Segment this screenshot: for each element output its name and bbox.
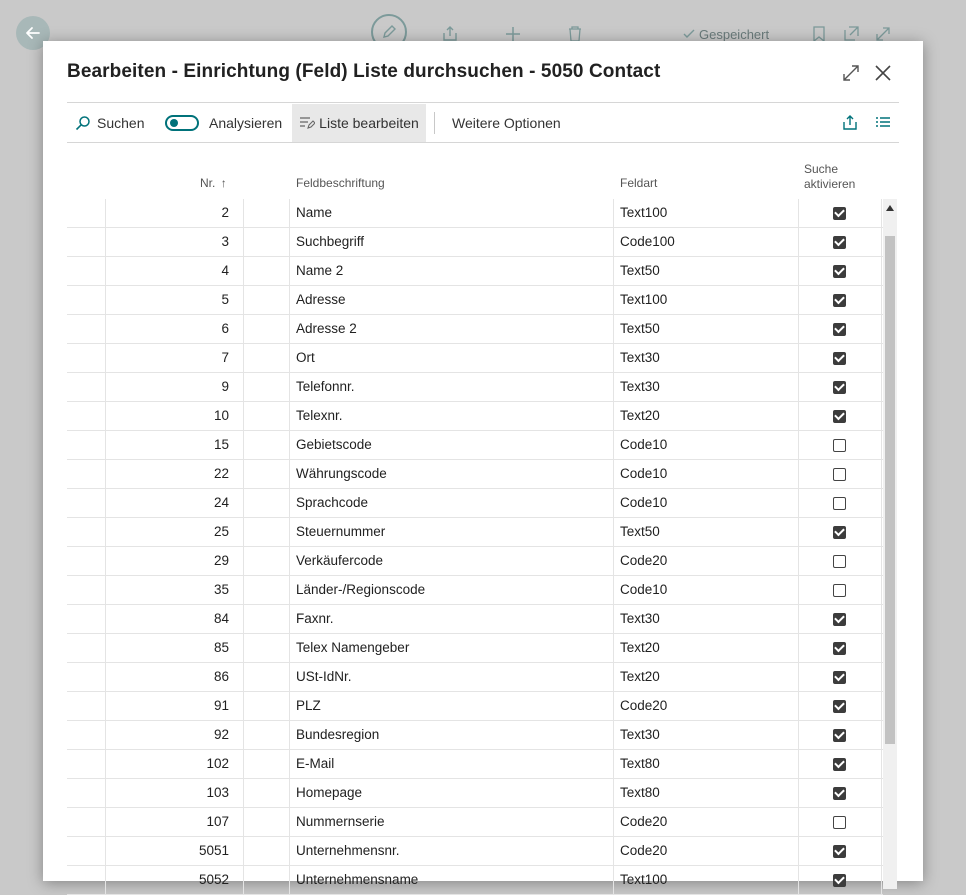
table-row[interactable] bbox=[67, 286, 883, 315]
search-active-checkbox[interactable] bbox=[833, 845, 846, 858]
cell-type[interactable]: Code10 bbox=[620, 495, 668, 510]
cell-search-active bbox=[833, 315, 847, 343]
cell-nr[interactable]: 29 bbox=[213, 553, 229, 568]
cell-border bbox=[289, 228, 290, 256]
cell-search-active bbox=[833, 576, 847, 604]
cell-type[interactable]: Text100 bbox=[620, 205, 668, 220]
table-row[interactable] bbox=[67, 315, 883, 344]
table-row[interactable] bbox=[67, 750, 883, 779]
cell-border bbox=[105, 692, 106, 720]
action-bar bbox=[67, 104, 899, 142]
cell-search-active bbox=[833, 373, 847, 401]
cell-search-active bbox=[833, 750, 847, 778]
cell-border bbox=[881, 228, 882, 256]
cell-nr[interactable]: 2 bbox=[221, 205, 229, 220]
cell-border bbox=[881, 460, 882, 488]
cell-caption[interactable]: Adresse 2 bbox=[296, 321, 357, 336]
search-icon bbox=[75, 115, 91, 131]
cell-search-active bbox=[833, 431, 847, 459]
cell-nr[interactable]: 10 bbox=[213, 408, 229, 423]
cell-border bbox=[105, 518, 106, 546]
cell-nr[interactable]: 25 bbox=[213, 524, 229, 539]
search-active-checkbox[interactable] bbox=[833, 729, 846, 742]
cell-search-active bbox=[833, 518, 847, 546]
search-button[interactable] bbox=[75, 104, 144, 142]
cell-border bbox=[105, 257, 106, 285]
cell-type[interactable]: Code20 bbox=[620, 843, 668, 858]
cell-border bbox=[289, 808, 290, 836]
cell-search-active bbox=[833, 228, 847, 256]
cell-border bbox=[289, 721, 290, 749]
column-header-nr-label: Nr. bbox=[200, 176, 216, 190]
cell-border bbox=[289, 315, 290, 343]
cell-border bbox=[105, 721, 106, 749]
table-row[interactable] bbox=[67, 605, 883, 634]
search-active-checkbox[interactable] bbox=[833, 584, 846, 597]
cell-border bbox=[289, 286, 290, 314]
cell-border bbox=[243, 344, 244, 372]
cell-type[interactable]: Text20 bbox=[620, 640, 660, 655]
cell-caption[interactable]: Name 2 bbox=[296, 263, 344, 278]
cell-border bbox=[243, 518, 244, 546]
list-view-button[interactable] bbox=[875, 104, 891, 142]
cell-border bbox=[881, 547, 882, 575]
cell-caption[interactable]: Nummernserie bbox=[296, 814, 385, 829]
cell-border bbox=[243, 489, 244, 517]
cell-type[interactable]: Text80 bbox=[620, 785, 660, 800]
cell-border bbox=[289, 663, 290, 691]
table-row[interactable] bbox=[67, 837, 883, 866]
cell-border bbox=[105, 605, 106, 633]
cell-border bbox=[243, 402, 244, 430]
cell-nr[interactable]: 3 bbox=[221, 234, 229, 249]
cell-border bbox=[105, 779, 106, 807]
share-icon bbox=[841, 114, 859, 132]
search-label: Suchen bbox=[97, 115, 145, 131]
cell-border bbox=[881, 431, 882, 459]
cell-nr[interactable]: 7 bbox=[221, 350, 229, 365]
cell-border bbox=[105, 489, 106, 517]
cell-caption[interactable]: Verkäufercode bbox=[296, 553, 384, 568]
divider bbox=[67, 142, 899, 143]
cell-caption[interactable]: Unternehmensname bbox=[296, 872, 419, 887]
cell-nr[interactable]: 107 bbox=[206, 814, 229, 829]
cell-border bbox=[881, 808, 882, 836]
search-active-checkbox[interactable] bbox=[833, 613, 846, 626]
cell-border bbox=[243, 199, 244, 227]
cell-border bbox=[243, 866, 244, 894]
cell-border bbox=[289, 402, 290, 430]
column-header-nr[interactable] bbox=[200, 176, 227, 190]
table-row[interactable] bbox=[67, 866, 883, 895]
cell-search-active bbox=[833, 721, 847, 749]
check-icon bbox=[682, 27, 696, 41]
cell-type[interactable]: Text30 bbox=[620, 727, 660, 742]
cell-nr[interactable]: 24 bbox=[213, 495, 229, 510]
table-row[interactable] bbox=[67, 779, 883, 808]
cell-type[interactable]: Code20 bbox=[620, 814, 668, 829]
cell-nr[interactable]: 35 bbox=[213, 582, 229, 597]
cell-border bbox=[289, 750, 290, 778]
saved-status-label: Gespeichert bbox=[699, 26, 770, 42]
search-active-checkbox[interactable] bbox=[833, 439, 846, 452]
cell-search-active bbox=[833, 779, 847, 807]
cell-search-active bbox=[833, 402, 847, 430]
cell-border bbox=[881, 286, 882, 314]
cell-search-active bbox=[833, 692, 847, 720]
cell-caption[interactable]: Währungscode bbox=[296, 466, 387, 481]
cell-search-active bbox=[833, 344, 847, 372]
cell-border bbox=[243, 663, 244, 691]
search-active-checkbox[interactable] bbox=[833, 816, 846, 829]
cell-caption[interactable]: Adresse bbox=[296, 292, 346, 307]
search-active-checkbox[interactable] bbox=[833, 410, 846, 423]
cell-search-active bbox=[833, 837, 847, 865]
cell-nr[interactable]: 85 bbox=[213, 640, 229, 655]
cell-border bbox=[243, 721, 244, 749]
cell-border bbox=[105, 315, 106, 343]
toolbar-divider bbox=[434, 112, 435, 134]
cell-type[interactable]: Code10 bbox=[620, 437, 668, 452]
cell-border bbox=[881, 373, 882, 401]
column-header-search-line1: Suche bbox=[804, 162, 839, 176]
cell-border bbox=[105, 373, 106, 401]
cell-nr[interactable]: 102 bbox=[206, 756, 229, 771]
search-active-checkbox[interactable] bbox=[833, 874, 846, 887]
cell-border bbox=[881, 518, 882, 546]
cell-type[interactable]: Text100 bbox=[620, 292, 668, 307]
cell-type[interactable]: Text20 bbox=[620, 669, 660, 684]
cell-type[interactable]: Code10 bbox=[620, 466, 668, 481]
search-active-checkbox[interactable] bbox=[833, 323, 846, 336]
cell-border bbox=[881, 402, 882, 430]
cell-border bbox=[105, 547, 106, 575]
close-dialog-button[interactable] bbox=[871, 61, 895, 85]
cell-border bbox=[105, 431, 106, 459]
fields-table bbox=[67, 199, 883, 895]
cell-caption[interactable]: Bundesregion bbox=[296, 727, 380, 742]
cell-type[interactable]: Text80 bbox=[620, 756, 660, 771]
search-active-checkbox[interactable] bbox=[833, 265, 846, 278]
cell-nr[interactable]: 84 bbox=[213, 611, 229, 626]
pencil-icon bbox=[381, 24, 397, 40]
cell-type[interactable]: Code20 bbox=[620, 698, 668, 713]
cell-border bbox=[105, 286, 106, 314]
expand-icon bbox=[842, 64, 860, 82]
search-active-checkbox[interactable] bbox=[833, 526, 846, 539]
cell-border bbox=[881, 315, 882, 343]
search-active-checkbox[interactable] bbox=[833, 671, 846, 684]
expand-dialog-button[interactable] bbox=[839, 61, 863, 85]
cell-type[interactable]: Text50 bbox=[620, 263, 660, 278]
cell-border bbox=[243, 431, 244, 459]
cell-border bbox=[881, 257, 882, 285]
arrow-left-icon bbox=[24, 24, 42, 42]
search-active-checkbox[interactable] bbox=[833, 758, 846, 771]
cell-type[interactable]: Code10 bbox=[620, 582, 668, 597]
table-row[interactable] bbox=[67, 431, 883, 460]
cell-type[interactable]: Text20 bbox=[620, 408, 660, 423]
scrollbar-thumb[interactable] bbox=[885, 236, 895, 744]
cell-border bbox=[105, 866, 106, 894]
cell-border bbox=[243, 373, 244, 401]
close-icon bbox=[874, 64, 892, 82]
table-row[interactable] bbox=[67, 373, 883, 402]
search-active-checkbox[interactable] bbox=[833, 497, 846, 510]
table-row[interactable] bbox=[67, 344, 883, 373]
cell-border bbox=[105, 808, 106, 836]
scroll-up-button[interactable] bbox=[885, 201, 895, 215]
cell-border bbox=[881, 721, 882, 749]
cell-caption[interactable]: Telexnr. bbox=[296, 408, 343, 423]
cell-border bbox=[289, 431, 290, 459]
search-active-checkbox[interactable] bbox=[833, 468, 846, 481]
table-row[interactable] bbox=[67, 489, 883, 518]
cell-caption[interactable]: USt-IdNr. bbox=[296, 669, 352, 684]
cell-border bbox=[881, 866, 882, 894]
cell-border bbox=[105, 460, 106, 488]
cell-type[interactable]: Text50 bbox=[620, 321, 660, 336]
cell-search-active bbox=[833, 257, 847, 285]
table-row[interactable] bbox=[67, 547, 883, 576]
list-icon bbox=[875, 116, 891, 130]
cell-type[interactable]: Code100 bbox=[620, 234, 675, 249]
edit-list-button[interactable] bbox=[292, 104, 426, 142]
cell-border bbox=[243, 547, 244, 575]
cell-search-active bbox=[833, 663, 847, 691]
cell-nr[interactable]: 92 bbox=[213, 727, 229, 742]
cell-border bbox=[105, 344, 106, 372]
cell-nr[interactable]: 5052 bbox=[198, 872, 229, 887]
cell-border bbox=[881, 344, 882, 372]
search-active-checkbox[interactable] bbox=[833, 381, 846, 394]
triangle-up-icon bbox=[886, 205, 894, 211]
cell-type[interactable]: Text30 bbox=[620, 611, 660, 626]
cell-type[interactable]: Text100 bbox=[620, 872, 668, 887]
table-row[interactable] bbox=[67, 634, 883, 663]
cell-border bbox=[289, 199, 290, 227]
cell-border bbox=[289, 576, 290, 604]
more-options-label: Weitere Optionen bbox=[452, 115, 561, 131]
cell-border bbox=[289, 489, 290, 517]
search-active-checkbox[interactable] bbox=[833, 236, 846, 249]
cell-border bbox=[105, 663, 106, 691]
cell-border bbox=[289, 518, 290, 546]
cell-border bbox=[243, 692, 244, 720]
cell-caption[interactable]: Telex Namengeber bbox=[296, 640, 410, 655]
cell-search-active bbox=[833, 460, 847, 488]
table-row[interactable] bbox=[67, 228, 883, 257]
table-row[interactable] bbox=[67, 460, 883, 489]
search-active-checkbox[interactable] bbox=[833, 642, 846, 655]
cell-border bbox=[289, 866, 290, 894]
search-active-checkbox[interactable] bbox=[833, 294, 846, 307]
table-row[interactable] bbox=[67, 199, 883, 228]
column-header-search[interactable] bbox=[804, 162, 855, 192]
cell-nr[interactable]: 9 bbox=[221, 379, 229, 394]
cell-search-active bbox=[833, 547, 847, 575]
cell-border bbox=[243, 286, 244, 314]
cell-search-active bbox=[833, 808, 847, 836]
cell-border bbox=[289, 779, 290, 807]
cell-search-active bbox=[833, 605, 847, 633]
cell-border bbox=[105, 228, 106, 256]
cell-caption[interactable]: Ort bbox=[296, 350, 315, 365]
cell-nr[interactable]: 15 bbox=[213, 437, 229, 452]
edit-list-icon bbox=[299, 116, 315, 130]
cell-nr[interactable]: 91 bbox=[213, 698, 229, 713]
column-header-caption[interactable]: Feldbeschriftung bbox=[296, 176, 385, 190]
cell-caption[interactable]: PLZ bbox=[296, 698, 321, 713]
cell-border bbox=[243, 779, 244, 807]
dialog-title: Bearbeiten - Einrichtung (Feld) Liste durchsuchen - 5050 Contact bbox=[67, 61, 661, 82]
cell-border bbox=[243, 750, 244, 778]
cell-caption[interactable]: Länder-/Regionscode bbox=[296, 582, 426, 597]
cell-border bbox=[289, 692, 290, 720]
column-header-search-line2: aktivieren bbox=[804, 177, 856, 191]
analyze-switch[interactable] bbox=[165, 115, 199, 131]
cell-caption[interactable]: Unternehmensnr. bbox=[296, 843, 400, 858]
cell-type[interactable]: Text30 bbox=[620, 379, 660, 394]
cell-search-active bbox=[833, 199, 847, 227]
cell-border bbox=[243, 460, 244, 488]
cell-caption[interactable]: Faxnr. bbox=[296, 611, 334, 626]
divider bbox=[67, 102, 899, 103]
search-active-checkbox[interactable] bbox=[833, 787, 846, 800]
cell-caption[interactable]: Gebietscode bbox=[296, 437, 372, 452]
cell-border bbox=[243, 605, 244, 633]
cell-border bbox=[881, 837, 882, 865]
cell-border bbox=[881, 634, 882, 662]
cell-border bbox=[243, 576, 244, 604]
cell-search-active bbox=[833, 489, 847, 517]
table-header bbox=[67, 159, 883, 199]
cell-nr[interactable]: 86 bbox=[213, 669, 229, 684]
cell-border bbox=[105, 837, 106, 865]
search-active-checkbox[interactable] bbox=[833, 700, 846, 713]
share-list-button[interactable] bbox=[841, 104, 859, 142]
cell-border bbox=[289, 257, 290, 285]
table-row[interactable] bbox=[67, 518, 883, 547]
cell-border bbox=[289, 837, 290, 865]
cell-border bbox=[881, 692, 882, 720]
lookup-dialog bbox=[43, 41, 923, 887]
cell-border bbox=[243, 315, 244, 343]
analyze-label: Analysieren bbox=[209, 115, 283, 131]
search-active-checkbox[interactable] bbox=[833, 207, 846, 220]
table-row[interactable] bbox=[67, 576, 883, 605]
cell-border bbox=[105, 199, 106, 227]
cell-nr[interactable]: 5051 bbox=[198, 843, 229, 858]
cell-caption[interactable]: Steuernummer bbox=[296, 524, 386, 539]
cell-caption[interactable]: Name bbox=[296, 205, 333, 220]
cell-search-active bbox=[833, 866, 847, 894]
table-row[interactable] bbox=[67, 402, 883, 431]
cell-border bbox=[243, 634, 244, 662]
cell-type[interactable]: Text50 bbox=[620, 524, 660, 539]
cell-search-active bbox=[833, 634, 847, 662]
cell-caption[interactable]: Homepage bbox=[296, 785, 363, 800]
cell-border bbox=[105, 750, 106, 778]
cell-border bbox=[243, 808, 244, 836]
table-row[interactable] bbox=[67, 257, 883, 286]
cell-caption[interactable]: E-Mail bbox=[296, 756, 335, 771]
cell-border bbox=[289, 344, 290, 372]
cell-border bbox=[881, 199, 882, 227]
cell-caption[interactable]: Sprachcode bbox=[296, 495, 369, 510]
cell-border bbox=[105, 576, 106, 604]
edit-list-label: Liste bearbeiten bbox=[319, 115, 419, 131]
cell-type[interactable]: Code20 bbox=[620, 553, 668, 568]
cell-border bbox=[881, 605, 882, 633]
cell-border bbox=[289, 634, 290, 662]
cell-border bbox=[105, 634, 106, 662]
cell-border bbox=[289, 373, 290, 401]
cell-border bbox=[243, 257, 244, 285]
cell-nr[interactable]: 103 bbox=[206, 785, 229, 800]
cell-border bbox=[881, 779, 882, 807]
cell-search-active bbox=[833, 286, 847, 314]
cell-border bbox=[881, 750, 882, 778]
cell-border bbox=[881, 576, 882, 604]
cell-nr[interactable]: 6 bbox=[221, 321, 229, 336]
table-row[interactable] bbox=[67, 808, 883, 837]
cell-border bbox=[289, 605, 290, 633]
cell-border bbox=[881, 663, 882, 691]
column-header-type[interactable]: Feldart bbox=[620, 176, 658, 190]
cell-border bbox=[289, 547, 290, 575]
cell-type[interactable]: Text30 bbox=[620, 350, 660, 365]
table-row[interactable] bbox=[67, 663, 883, 692]
search-active-checkbox[interactable] bbox=[833, 555, 846, 568]
cell-border bbox=[243, 837, 244, 865]
more-options-button[interactable] bbox=[452, 104, 561, 142]
search-active-checkbox[interactable] bbox=[833, 352, 846, 365]
cell-border bbox=[881, 489, 882, 517]
cell-nr[interactable]: 5 bbox=[221, 292, 229, 307]
cell-nr[interactable]: 22 bbox=[213, 466, 229, 481]
sort-ascending-icon: ↑ bbox=[220, 176, 227, 190]
cell-border bbox=[289, 460, 290, 488]
cell-nr[interactable]: 4 bbox=[221, 263, 229, 278]
cell-border bbox=[105, 402, 106, 430]
table-row[interactable] bbox=[67, 721, 883, 750]
table-row[interactable] bbox=[67, 692, 883, 721]
cell-border bbox=[243, 228, 244, 256]
cell-caption[interactable]: Telefonnr. bbox=[296, 379, 355, 394]
cell-caption[interactable]: Suchbegriff bbox=[296, 234, 365, 249]
analyze-toggle[interactable] bbox=[165, 104, 282, 142]
